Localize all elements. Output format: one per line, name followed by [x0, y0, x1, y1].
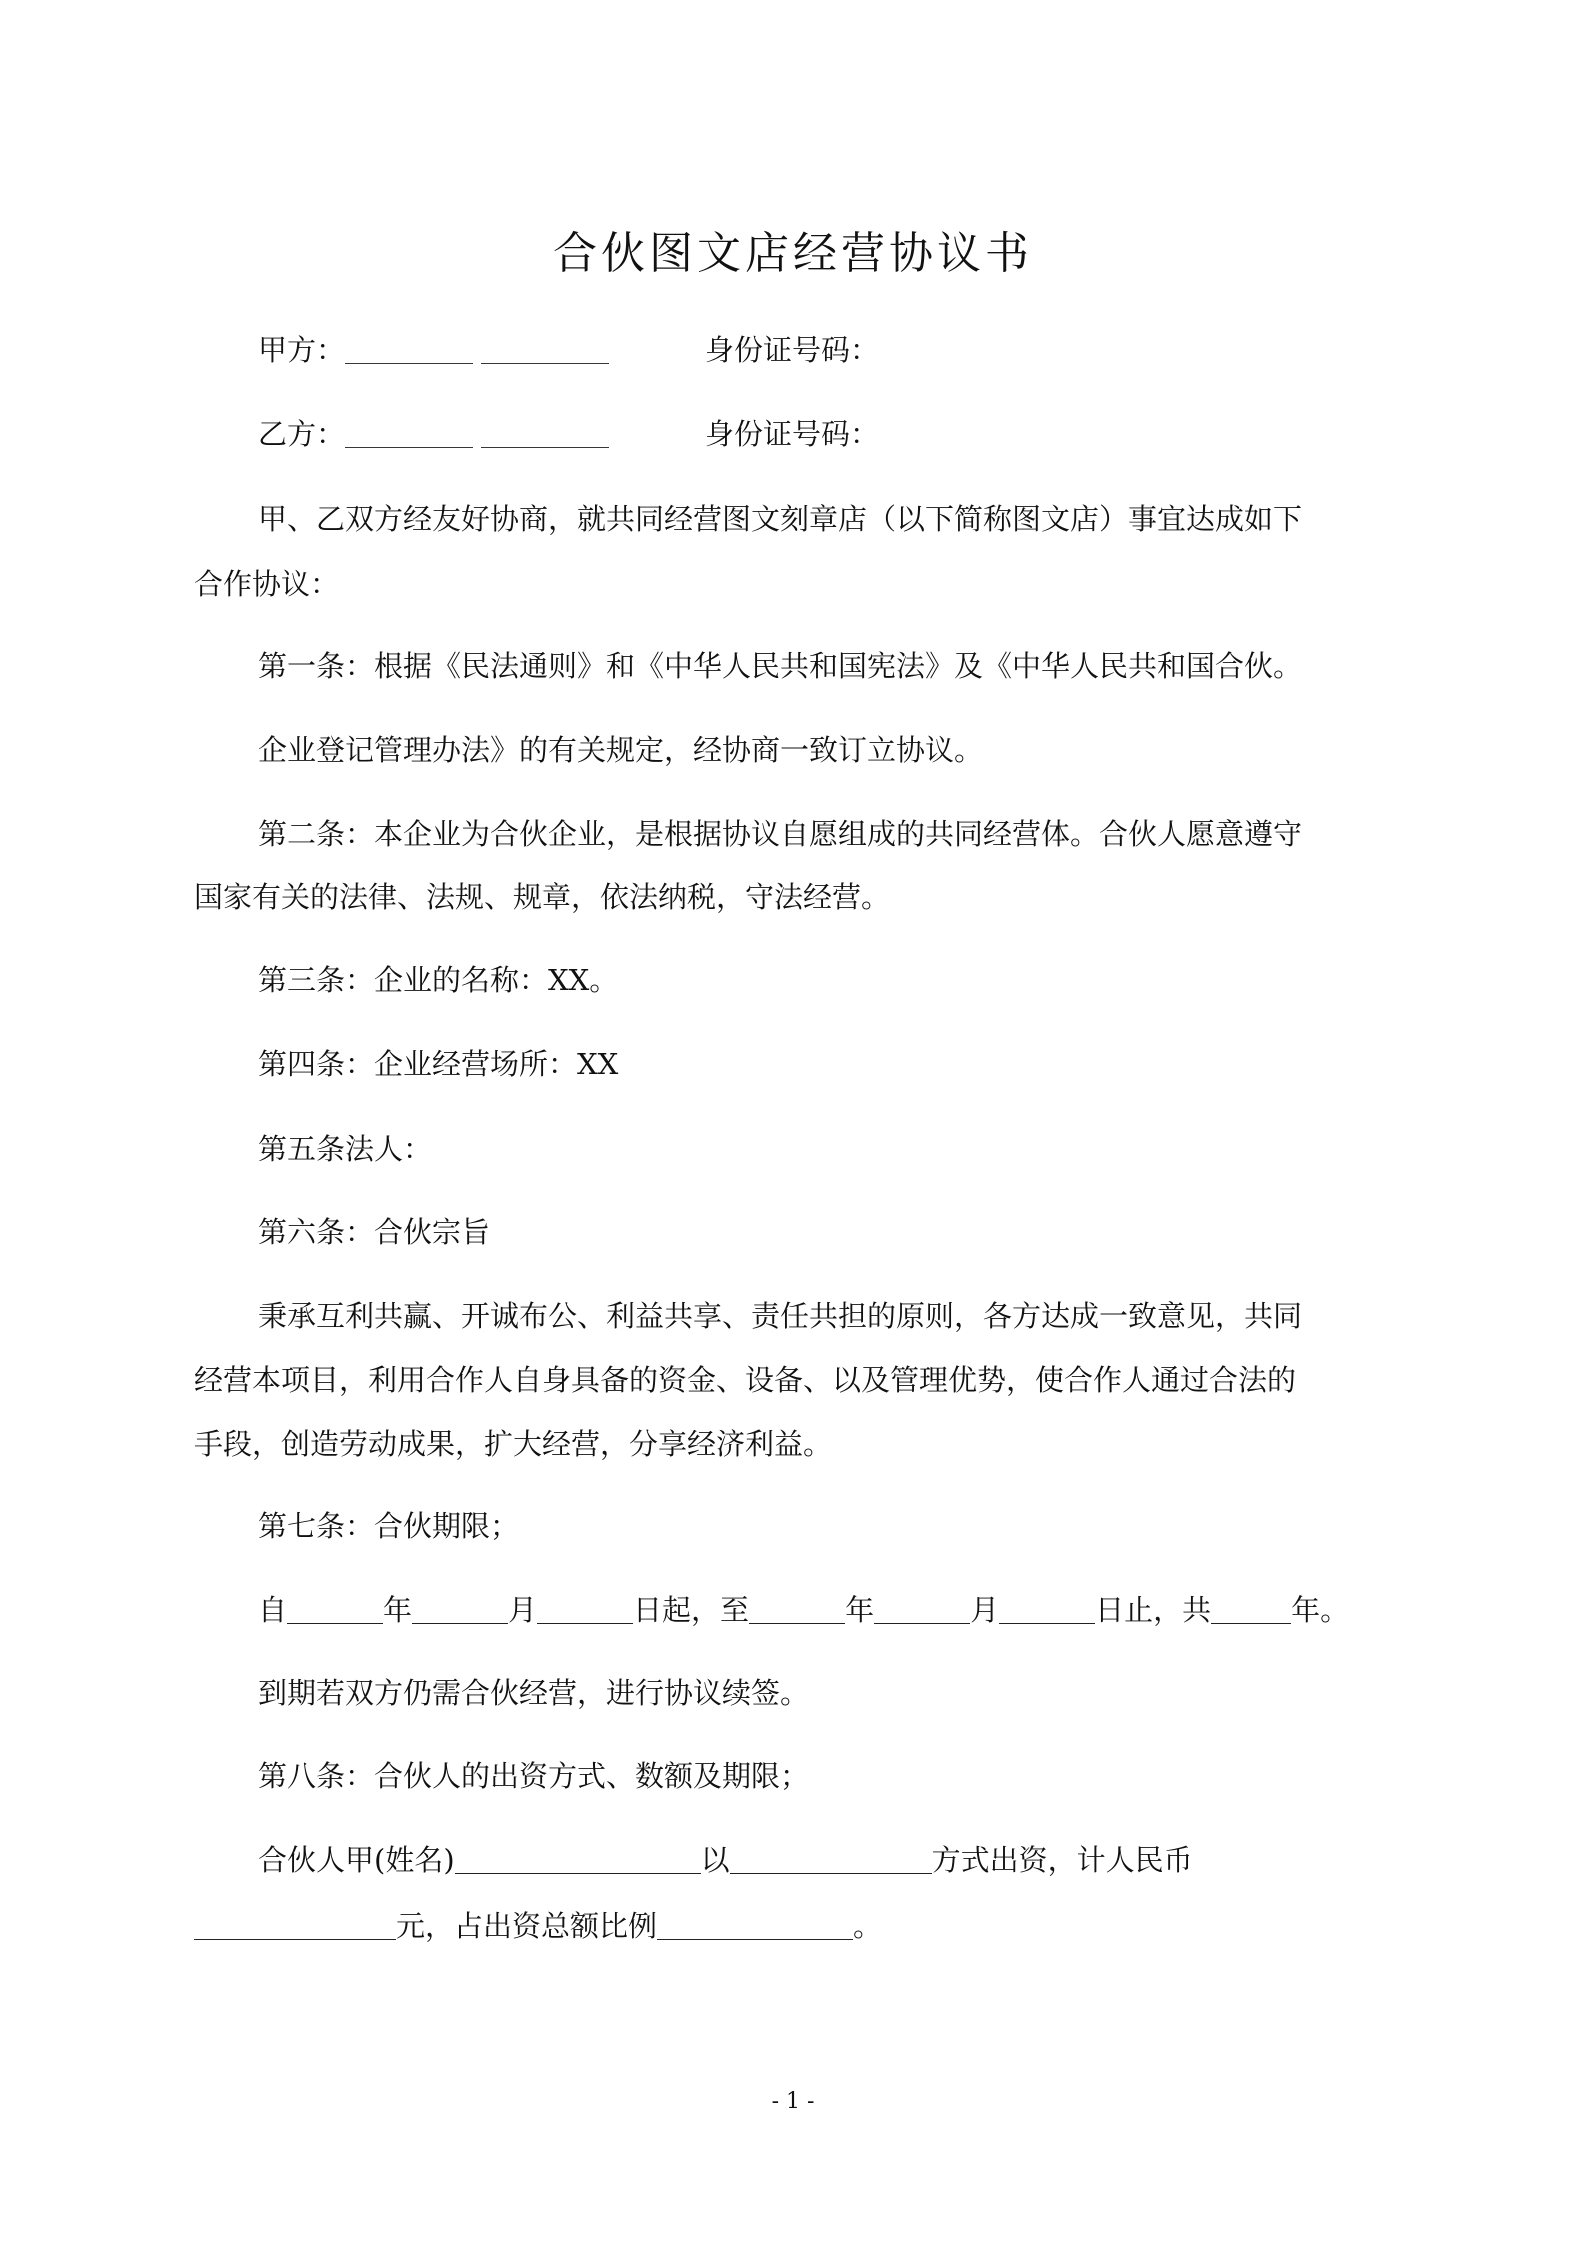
- party-b-line: [258, 416, 879, 452]
- term-month-2: 月: [970, 1593, 1000, 1627]
- contribution-line-1: [258, 1842, 1193, 1878]
- term-start-year-blank[interactable]: [287, 1595, 383, 1624]
- term-start-day-blank[interactable]: [537, 1595, 633, 1624]
- party-a-name-blank[interactable]: [345, 335, 473, 364]
- term-from: 自: [258, 1593, 288, 1627]
- party-b-name-blank[interactable]: [345, 419, 473, 448]
- term-day-start: 日起，至: [633, 1593, 750, 1627]
- intro-line-1: 甲、乙双方经友好协商，就共同经营图文刻章店（以下简称图文店）事宜达成如下: [258, 502, 1303, 536]
- term-month: 月: [508, 1593, 538, 1627]
- term-line: [258, 1592, 1349, 1628]
- article-2-line-2: 国家有关的法律、法规、规章，依法纳税，守法经营。: [194, 880, 891, 914]
- term-end-year-blank[interactable]: [749, 1595, 845, 1624]
- contribution-end: 。: [853, 1909, 883, 1943]
- partner-a-name-blank[interactable]: [455, 1845, 701, 1874]
- contribution-ratio-blank[interactable]: [657, 1911, 853, 1940]
- intro-line-2: 合作协议：: [194, 567, 340, 601]
- party-b-label: 乙方：: [258, 417, 346, 451]
- term-day-end: 日止，共: [1095, 1593, 1212, 1627]
- purpose-line-1: 秉承互利共赢、开诚布公、利益共享、责任共担的原则，各方达成一致意见，共同: [258, 1299, 1303, 1333]
- term-start-month-blank[interactable]: [412, 1595, 508, 1624]
- contribution-yuan: 元，占出资总额比例: [396, 1909, 658, 1943]
- term-end-day-blank[interactable]: [999, 1595, 1095, 1624]
- purpose-line-2: 经营本项目，利用合作人自身具备的资金、设备、以及管理优势，使合作人通过合法的: [194, 1363, 1297, 1397]
- party-a-line: [258, 332, 879, 368]
- renewal: 到期若双方仍需合伙经营，进行协议续签。: [258, 1676, 810, 1710]
- contribution-method: 方式出资，计人民币: [931, 1843, 1193, 1877]
- article-3: 第三条：企业的名称：XX。: [258, 963, 619, 997]
- party-a-id-label: 身份证号码：: [705, 333, 880, 367]
- party-b-id-label: 身份证号码：: [705, 417, 880, 451]
- article-7: 第七条：合伙期限；: [258, 1509, 520, 1543]
- party-a-name-blank-2[interactable]: [481, 335, 609, 364]
- article-4: 第四条：企业经营场所：XX: [258, 1047, 619, 1081]
- term-year: 年: [383, 1593, 413, 1627]
- article-8: 第八条：合伙人的出资方式、数额及期限；: [258, 1759, 810, 1793]
- article-2-line-1: 第二条：本企业为合伙企业，是根据协议自愿组成的共同经营体。合伙人愿意遵守: [258, 817, 1303, 851]
- contribution-line-2: [194, 1908, 882, 1944]
- term-years-end: 年。: [1291, 1593, 1350, 1627]
- article-5: 第五条法人：: [258, 1132, 433, 1166]
- article-6: 第六条：合伙宗旨: [258, 1215, 491, 1249]
- contribution-by: 以: [700, 1843, 730, 1877]
- document-title: 合伙图文店经营协议书: [553, 228, 1033, 279]
- term-year-2: 年: [845, 1593, 875, 1627]
- article-1-line-1: 第一条：根据《民法通则》和《中华人民共和国宪法》及《中华人民共和国合伙。: [258, 649, 1303, 683]
- party-a-label: 甲方：: [258, 333, 346, 367]
- contribution-method-blank[interactable]: [730, 1845, 932, 1874]
- page-number: - 1 -: [771, 2089, 815, 2114]
- article-1-line-2: 企业登记管理办法》的有关规定，经协商一致订立协议。: [258, 733, 984, 767]
- purpose-line-3: 手段，创造劳动成果，扩大经营，分享经济利益。: [194, 1427, 833, 1461]
- contribution-prefix: 合伙人甲(姓名): [258, 1843, 455, 1877]
- contribution-amount-blank[interactable]: [194, 1911, 396, 1940]
- party-b-name-blank-2[interactable]: [481, 419, 609, 448]
- term-total-years-blank[interactable]: [1211, 1595, 1291, 1624]
- term-end-month-blank[interactable]: [874, 1595, 970, 1624]
